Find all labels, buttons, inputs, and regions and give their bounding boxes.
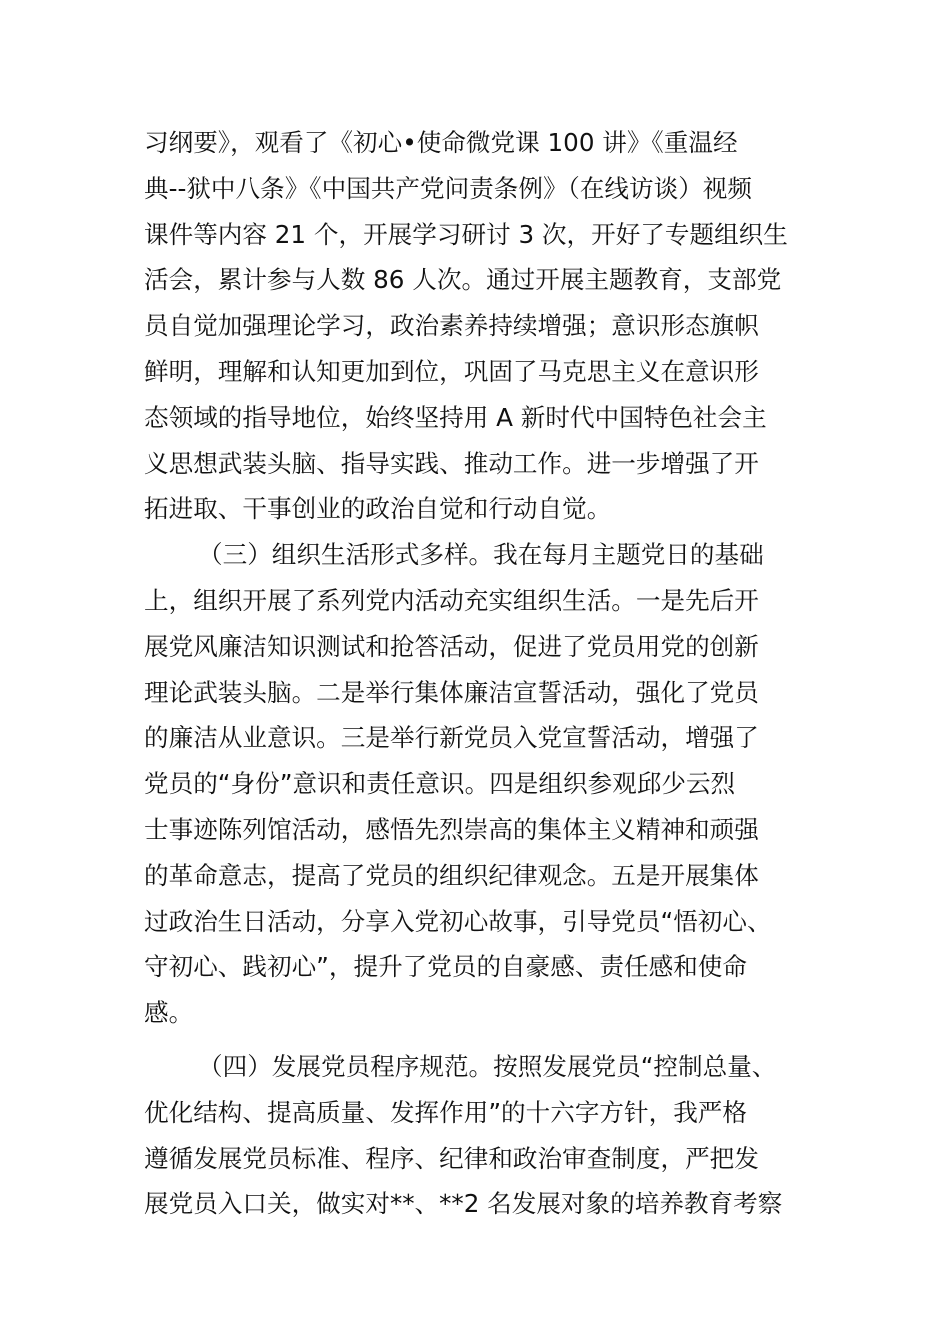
text-line: 党员的“身份”意识和责任意识。四是组织参观邱少云烈 [144,769,736,799]
text-line: 鲜明，理解和认知更加到位，巩固了马克思主义在意识形 [144,356,759,386]
section-heading-line: （四）发展党员程序规范。按照发展党员“控制总量、 [198,1051,777,1081]
text-line: 展党员入口关，做实对**、**2 名发展对象的培养教育考察 [144,1189,783,1219]
text-line: 士事迹陈列馆活动，感悟先烈崇高的集体主义精神和顽强 [144,814,759,844]
text-line: 拓进取、干事创业的政治自觉和行动自觉。 [144,494,612,524]
text-line: 的革命意志，提高了党员的组织纪律观念。五是开展集体 [144,860,759,890]
text-line: 的廉洁从业意识。三是举行新党员入党宣誓活动，增强了 [144,723,759,753]
text-line: 态领域的指导地位，始终坚持用 A 新时代中国特色社会主 [144,402,767,432]
text-line: 活会，累计参与人数 86 人次。通过开展主题教育，支部党 [144,265,782,295]
text-line: 优化结构、提高质量、发挥作用”的十六字方针，我严格 [144,1097,747,1127]
text-line: 课件等内容 21 个，开展学习研讨 3 次，开好了专题组织生 [144,219,788,249]
text-line: 上，组织开展了系列党内活动充实组织生活。一是先后开 [144,585,759,615]
text-line: 遵循发展党员标准、程序、纪律和政治审查制度，严把发 [144,1143,759,1173]
text-line: 典--狱中八条》《中国共产党问责条例》（在线访谈）视频 [144,173,752,203]
text-line: 义思想武装头脑、指导实践、推动工作。进一步增强了开 [144,448,759,478]
paragraph-continued [144,120,808,532]
text-line: 守初心、践初心”，提升了党员的自豪感、责任感和使命 [144,952,747,982]
text-line: 员自觉加强理论学习，政治素养持续增强；意识形态旗帜 [144,311,759,341]
section-heading-line: （三）组织生活形式多样。我在每月主题党日的基础 [198,540,764,570]
text-line: 过政治生日活动，分享入党初心故事，引导党员“悟初心、 [144,906,772,936]
paragraph-organization-life [144,532,808,1036]
text-line: 展党风廉洁知识测试和抢答活动，促进了党员用党的创新 [144,631,759,661]
text-line: 理论武装头脑。二是举行集体廉洁宣誓活动，强化了党员 [144,677,759,707]
text-line: 感。 [144,998,194,1028]
document-body [144,120,808,1227]
paragraph-member-development [144,1044,808,1227]
text-line: 习纲要》，观看了《初心•使命微党课 100 讲》《重温经 [144,128,738,157]
